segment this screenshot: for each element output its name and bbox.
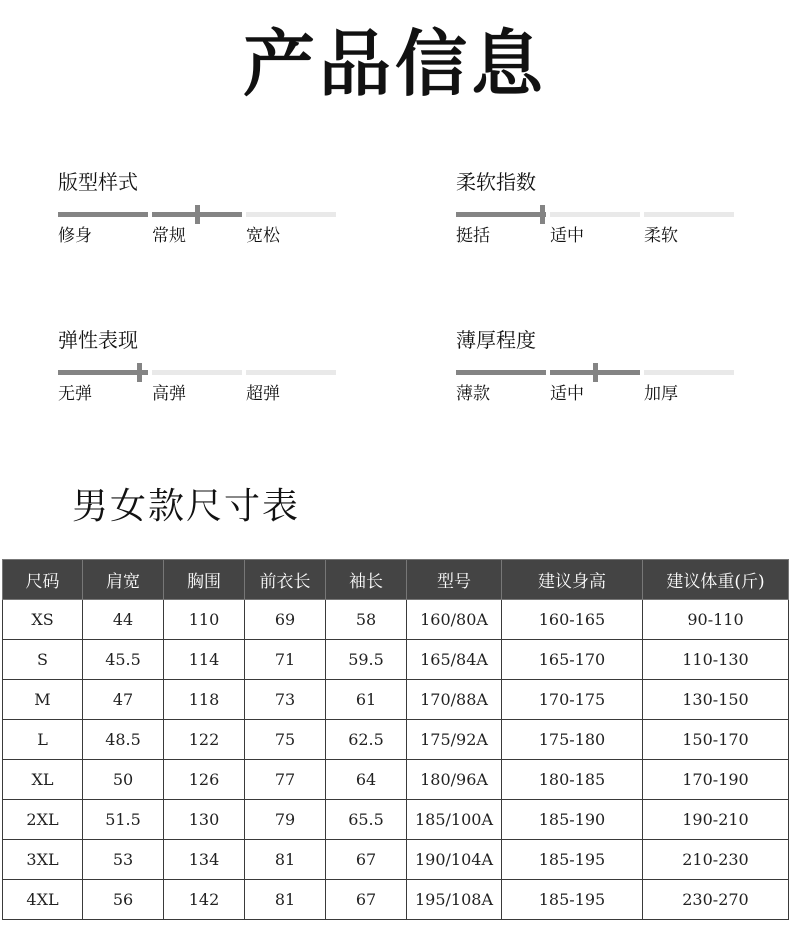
scale-thickness: [456, 328, 746, 418]
value-cell: 142: [164, 880, 245, 920]
table-row: [3, 720, 789, 760]
value-cell: 114: [164, 640, 245, 680]
table-row: [3, 680, 789, 720]
value-cell: 51.5: [83, 800, 164, 840]
value-cell: 130: [164, 800, 245, 840]
value-cell: 165/84A: [407, 640, 502, 680]
scale-title: 薄厚程度: [456, 328, 536, 352]
value-cell: 81: [245, 840, 326, 880]
column-header: 肩宽: [83, 560, 164, 600]
value-cell: 126: [164, 760, 245, 800]
value-cell: 180-185: [502, 760, 643, 800]
value-cell: 90-110: [643, 600, 789, 640]
scale-label-mid: 适中: [550, 226, 584, 246]
scale-label-low: 修身: [58, 226, 92, 246]
scale-marker: [540, 205, 545, 224]
value-cell: 79: [245, 800, 326, 840]
size-cell: 4XL: [3, 880, 83, 920]
value-cell: 165-170: [502, 640, 643, 680]
value-cell: 170/88A: [407, 680, 502, 720]
value-cell: 118: [164, 680, 245, 720]
value-cell: 45.5: [83, 640, 164, 680]
column-header: 尺码: [3, 560, 83, 600]
value-cell: 175/92A: [407, 720, 502, 760]
value-cell: 73: [245, 680, 326, 720]
size-cell: S: [3, 640, 83, 680]
table-row: [3, 840, 789, 880]
scale-label-low: 挺括: [456, 226, 490, 246]
value-cell: 58: [326, 600, 407, 640]
scale-segment-1: [58, 212, 148, 217]
scale-segment-3: [644, 212, 734, 217]
value-cell: 185/100A: [407, 800, 502, 840]
value-cell: 67: [326, 840, 407, 880]
value-cell: 110-130: [643, 640, 789, 680]
value-cell: 81: [245, 880, 326, 920]
column-header: 袖长: [326, 560, 407, 600]
size-cell: 2XL: [3, 800, 83, 840]
value-cell: 210-230: [643, 840, 789, 880]
value-cell: 69: [245, 600, 326, 640]
size-chart-title: 男女款尺寸表: [72, 486, 301, 527]
scale-label-high: 宽松: [246, 226, 280, 246]
page-title: 产品信息: [242, 22, 547, 106]
value-cell: 122: [164, 720, 245, 760]
value-cell: 110: [164, 600, 245, 640]
table-row: [3, 600, 789, 640]
scale-segment-2: [550, 212, 640, 217]
value-cell: 61: [326, 680, 407, 720]
size-cell: XS: [3, 600, 83, 640]
value-cell: 65.5: [326, 800, 407, 840]
value-cell: 160/80A: [407, 600, 502, 640]
value-cell: 230-270: [643, 880, 789, 920]
value-cell: 175-180: [502, 720, 643, 760]
scale-marker: [137, 363, 142, 382]
scale-segment-3: [246, 370, 336, 375]
table-row: [3, 800, 789, 840]
scale-segment-1: [58, 370, 148, 375]
scale-label-high: 柔软: [644, 226, 678, 246]
scale-label-high: 超弹: [246, 384, 280, 404]
value-cell: 130-150: [643, 680, 789, 720]
scale-marker: [195, 205, 200, 224]
size-cell: L: [3, 720, 83, 760]
column-header: 前衣长: [245, 560, 326, 600]
value-cell: 170-190: [643, 760, 789, 800]
value-cell: 150-170: [643, 720, 789, 760]
scale-label-mid: 高弹: [152, 384, 186, 404]
value-cell: 180/96A: [407, 760, 502, 800]
size-cell: M: [3, 680, 83, 720]
scale-label-high: 加厚: [644, 384, 678, 404]
table-row: [3, 640, 789, 680]
value-cell: 195/108A: [407, 880, 502, 920]
value-cell: 44: [83, 600, 164, 640]
value-cell: 62.5: [326, 720, 407, 760]
scale-label-low: 无弹: [58, 384, 92, 404]
value-cell: 185-195: [502, 880, 643, 920]
table-header-row: [3, 560, 789, 600]
scale-segment-3: [644, 370, 734, 375]
scale-segment-1: [456, 370, 546, 375]
value-cell: 170-175: [502, 680, 643, 720]
table-row: [3, 760, 789, 800]
column-header: 型号: [407, 560, 502, 600]
scale-segment-2: [152, 370, 242, 375]
scale-elasticity: [58, 328, 348, 418]
value-cell: 160-165: [502, 600, 643, 640]
value-cell: 71: [245, 640, 326, 680]
scale-title: 弹性表现: [58, 328, 138, 352]
value-cell: 75: [245, 720, 326, 760]
table-row: [3, 880, 789, 920]
size-table: [2, 559, 789, 920]
column-header: 胸围: [164, 560, 245, 600]
value-cell: 48.5: [83, 720, 164, 760]
value-cell: 67: [326, 880, 407, 920]
scale-label-low: 薄款: [456, 384, 490, 404]
size-cell: XL: [3, 760, 83, 800]
column-header: 建议体重(斤): [643, 560, 789, 600]
value-cell: 56: [83, 880, 164, 920]
value-cell: 47: [83, 680, 164, 720]
value-cell: 134: [164, 840, 245, 880]
scale-label-mid: 常规: [152, 226, 186, 246]
scale-label-mid: 适中: [550, 384, 584, 404]
value-cell: 59.5: [326, 640, 407, 680]
scale-fit-style: [58, 170, 348, 260]
value-cell: 190-210: [643, 800, 789, 840]
scale-title: 版型样式: [58, 170, 138, 194]
scale-title: 柔软指数: [456, 170, 536, 194]
value-cell: 64: [326, 760, 407, 800]
value-cell: 185-190: [502, 800, 643, 840]
value-cell: 77: [245, 760, 326, 800]
value-cell: 50: [83, 760, 164, 800]
scale-segment-1: [456, 212, 546, 217]
value-cell: 53: [83, 840, 164, 880]
scale-softness-index: [456, 170, 746, 260]
value-cell: 185-195: [502, 840, 643, 880]
size-cell: 3XL: [3, 840, 83, 880]
scale-marker: [593, 363, 598, 382]
scale-segment-3: [246, 212, 336, 217]
column-header: 建议身高: [502, 560, 643, 600]
value-cell: 190/104A: [407, 840, 502, 880]
